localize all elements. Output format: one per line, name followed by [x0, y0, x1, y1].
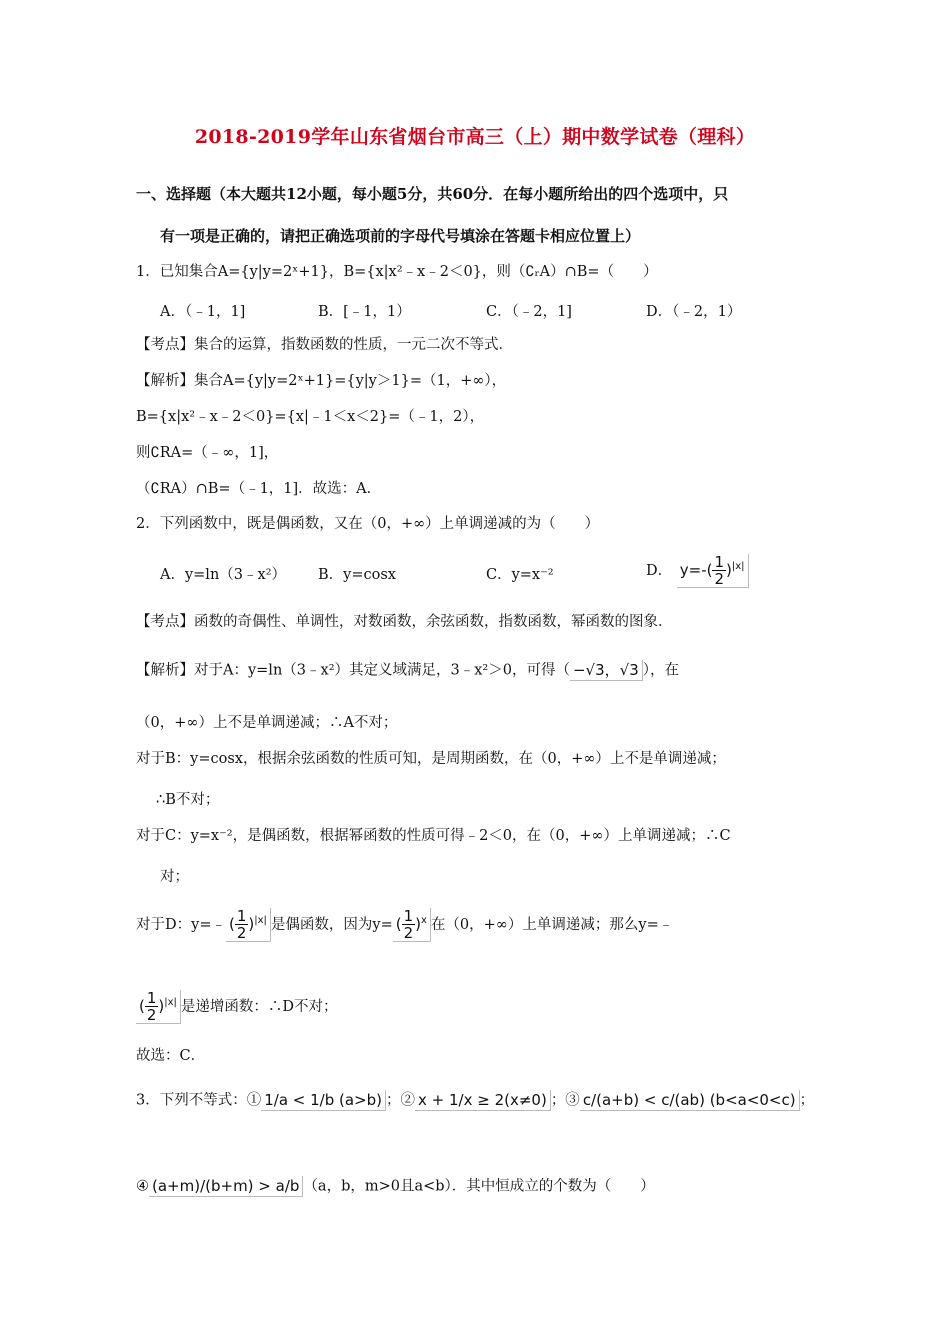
half-pow-absx-2: ( $\frac{1}{2}$ )$^{|x|}$: [136, 990, 181, 1024]
q1-option-b: B．[﹣1，1）: [318, 304, 411, 320]
q3-inequality-4: (a+m)/(b+m) > a/b: [149, 1176, 303, 1197]
q2-option-b: B．y=cosx: [318, 567, 396, 583]
q1-stem: 1．已知集合A={y|y=2ˣ+1}，B={x|x²﹣x﹣2＜0}，则（∁ᵣA）∩B=（ ）: [136, 264, 658, 280]
q2-jiexi-b-line2: ∴B不对；: [156, 792, 220, 808]
q2-option-c: C．y=x⁻²: [486, 567, 554, 583]
q1-jiexi-line2: B={x|x²﹣x﹣2＜0}={x|﹣1＜x＜2}=（﹣1，2），: [136, 409, 485, 425]
q3-inequality-2: x + 1/x ≥ 2(x≠0): [415, 1090, 551, 1111]
q2-jiexi-b-line1: 对于B：y=cosx，根据余弦函数的性质可知，是周期函数，在（0，+∞）上不是单调递减；: [136, 751, 726, 767]
q2-kaodian: 【考点】函数的奇偶性、单调性，对数函数，余弦函数，指数函数，幂函数的图象．: [136, 614, 673, 630]
q1-jiexi-line4: （∁RA）∩B=（﹣1，1]．故选：A．: [136, 481, 382, 497]
q1-option-c: C．（﹣2，1]: [486, 304, 572, 320]
half-pow-absx: ( $\frac{1}{2}$ )$^{|x|}$: [226, 908, 271, 942]
q1-jiexi-line1: 【解析】集合A={y|y=2ˣ+1}={y|y＞1}=（1，+∞），: [136, 373, 507, 389]
q3-inequality-1: 1/a < 1/b (a>b): [261, 1090, 386, 1111]
q2-jiexi-a-line2: （0，+∞）上不是单调递减；∴A不对；: [136, 715, 398, 731]
q1-option-a: A．（﹣1，1]: [160, 304, 246, 320]
q1-kaodian: 【考点】集合的运算，指数函数的性质，一元二次不等式．: [136, 337, 513, 353]
q2-stem: 2．下列函数中，既是偶函数，又在（0，+∞）上单调递减的为（ ）: [136, 516, 600, 532]
q2-jiexi-c-line2: 对；: [160, 869, 189, 885]
sqrt3-interval: −√3，√3: [570, 660, 643, 681]
q2-jiexi-a-line1: 【解析】对于A：y=ln（3﹣x²）其定义域满足，3﹣x²＞0，可得（ −√3，√3 ），在: [136, 661, 679, 679]
section-heading-line1: 一、选择题（本大题共12小题，每小题5分，共60分．在每小题所给出的四个选项中，只: [136, 185, 729, 203]
q2-option-d-label: D．: [646, 563, 673, 579]
q2-jiexi-c-line1: 对于C：y=x⁻²，是偶函数，根据幂函数的性质可得﹣2＜0，在（0，+∞）上单调递减；∴C: [136, 828, 731, 844]
q2-answer: 故选：C．: [136, 1048, 206, 1064]
q2-option-d: [646, 554, 749, 588]
q2-option-a: A．y=ln（3﹣x²）: [160, 567, 287, 583]
q3-stem-line2: ④ (a+m)/(b+m) > a/b （a，b，m>0且a<b）．其中恒成立的个数为（ ）: [136, 1177, 655, 1195]
q3-inequality-3: c/(a+b) < c/(ab) (b<a<0<c): [580, 1090, 800, 1111]
section-heading-line2: 有一项是正确的，请把正确选项前的字母代号填涂在答题卡相应位置上）: [160, 227, 641, 245]
q2-option-d-formula: y=-( $\frac{1}{2}$ )$^{|x|}$: [677, 554, 749, 588]
page-title: 2018-2019学年山东省烟台市高三（上）期中数学试卷（理科）: [194, 126, 756, 148]
q2-jiexi-d-line2: ( $\frac{1}{2}$ )$^{|x|}$ 是递增函数：∴D不对；: [136, 990, 338, 1024]
q2-jiexi-d-line1: 对于D：y=﹣ ( $\frac{1}{2}$ )$^{|x|}$ 是偶函数，因为y= ( $\frac{1}{2}$ )$^x$ 在（0，+∞）上单调递减；那么y=﹣: [136, 907, 674, 942]
q3-stem-line1: 3．下列不等式：① 1/a < 1/b (a>b) ；② x + 1/x ≥ 2(x≠0) ；③ c/(a+b) < c/(ab) (b<a<0<c) ；: [136, 1091, 815, 1109]
q1-option-d: D．（﹣2，1）: [646, 304, 742, 320]
q1-jiexi-line3: 则∁RA=（﹣∞，1]，: [136, 445, 279, 461]
half-pow-x: ( $\frac{1}{2}$ )$^x$: [393, 908, 431, 942]
